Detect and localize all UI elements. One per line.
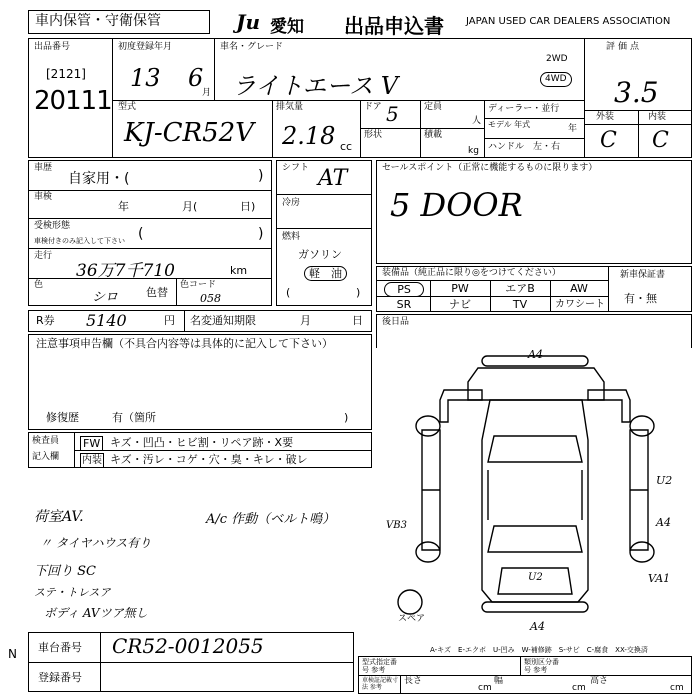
door-value: 5	[386, 102, 399, 126]
height-unit: cm	[670, 683, 684, 693]
first-registration-label: 初度登録年月	[118, 42, 173, 52]
color-label: 色	[34, 280, 44, 290]
equip-navi: ナビ	[449, 298, 471, 311]
car-name-grade: ライトエース V	[232, 72, 399, 100]
fuel-diesel: 軽 油	[304, 266, 347, 281]
history-value: 自家用・(	[68, 171, 130, 187]
shape-label: 形状	[364, 130, 383, 140]
history-block	[28, 160, 272, 306]
repair-history-value: 有（箇所	[112, 411, 156, 424]
interior-inspection-items: キズ・汚レ・コゲ・穴・臭・キレ・破レ	[110, 453, 308, 466]
equip-aw: AW	[570, 282, 588, 295]
recycle-value: 5140	[86, 311, 127, 330]
exterior-label: 外装	[596, 112, 615, 122]
remark-line-4: ステ・トレスア	[34, 586, 111, 599]
equip-pw: PW	[451, 282, 469, 295]
document-title: 出品申込書	[344, 14, 444, 38]
recycle-label: R券	[36, 314, 55, 327]
length-unit: cm	[478, 683, 492, 693]
damage-label-u2-right: U2	[656, 474, 673, 487]
shift-value: AT	[318, 166, 348, 191]
inspection-day: 日)	[240, 200, 256, 213]
interior-value: C	[652, 128, 669, 153]
selling-point-label: セールスポイント（正常に機能するものに限ります）	[382, 163, 598, 173]
interior-inspection-label: 内装	[82, 455, 102, 466]
interior-label: 内装	[648, 112, 667, 122]
spec-number-label: 型式指定番号 参考	[362, 658, 397, 674]
capacity-label: 定員	[424, 102, 443, 112]
recycle-unit: 円	[164, 314, 175, 327]
first-registration-year: 13	[130, 64, 161, 92]
registration-number-label: 登録番号	[38, 671, 82, 684]
model-value: KJ-CR52V	[124, 118, 254, 148]
frame-number-label: 車台番号	[38, 641, 82, 654]
side-mark: N	[8, 647, 17, 661]
equip-sr: SR	[396, 298, 412, 311]
association-name: JAPAN USED CAR DEALERS ASSOCIATION	[466, 16, 671, 27]
displacement-value: 2.18	[282, 122, 336, 150]
aircon-label: 冷房	[282, 198, 301, 208]
door-label: ドア	[364, 102, 382, 112]
warranty-label: 新車保証書	[620, 270, 666, 280]
fuel-close: )	[356, 286, 361, 299]
model-year-unit: 年	[568, 124, 578, 134]
inspection-month: 月(	[182, 200, 198, 213]
month-unit: 月	[202, 88, 212, 98]
displacement-label: 排気量	[276, 102, 304, 112]
shift-label: シフト	[282, 163, 310, 173]
mileage-label: 走行	[34, 251, 53, 261]
dealer-label: ディーラー・並行	[488, 104, 560, 114]
model-label: 型式	[118, 102, 137, 112]
equip-airbag: エアB	[505, 282, 535, 295]
grade-value: 3.5	[614, 76, 659, 109]
name-change-label: 名変通知期限	[190, 314, 256, 327]
load-label: 積載	[424, 130, 443, 140]
inspection-year: 年	[118, 200, 129, 213]
equip-leather-seat: カワシート	[555, 299, 605, 310]
remark-line-2: 〃 タイヤハウス有り	[40, 536, 152, 550]
damage-legend: A-キズ E-エクボ U-凹み W-補修跡 S-サビ C-腐食 XX-交換済	[430, 646, 648, 654]
warranty-value: 有・無	[624, 292, 657, 305]
damage-label-vb3-left: VB3	[386, 520, 407, 531]
receive-form-open: (	[138, 226, 144, 242]
remark-line-3: 下回り SC	[34, 564, 96, 579]
receive-form-label: 受検形態	[34, 221, 71, 231]
length-label: 長さ	[404, 676, 423, 686]
repair-history-close: )	[344, 411, 349, 424]
lot-number-label: 出品番号	[34, 42, 71, 52]
drive-4wd-circled: 4WD	[540, 72, 572, 87]
fuel-open: (	[286, 286, 291, 299]
model-year-label: モデル 年式	[488, 120, 531, 129]
receive-form-close: )	[258, 226, 264, 242]
color-value: シロ	[92, 290, 119, 305]
height-label: 高さ	[590, 676, 609, 686]
color-code-label: 色コード	[180, 280, 217, 290]
drive-2wd: 2WD	[546, 54, 568, 64]
first-registration-month: 6	[188, 64, 204, 92]
handle-label: ハンドル 左・右	[488, 142, 561, 152]
fuel-label: 燃料	[282, 232, 301, 242]
ju-logo: Ju	[236, 10, 261, 34]
car-name-label: 車名・グレード	[220, 42, 284, 52]
history-close: )	[258, 168, 264, 184]
damage-label-a4-right: A4	[656, 516, 671, 529]
equip-ps: PS	[384, 282, 424, 297]
after-items-label: 後日品	[382, 317, 410, 327]
notes-label: 注意事項申告欄（不具合内容等は具体的に記入して下さい）	[36, 337, 333, 350]
grade-label: 評価点	[606, 42, 643, 52]
damage-label-a4-bottom: A4	[530, 620, 545, 633]
selling-point-value: 5 DOOR	[390, 186, 523, 224]
fw-label: FW	[80, 436, 103, 451]
frame-number-value: CR52-0012055	[112, 634, 264, 658]
damage-label-va1-right: VA1	[648, 572, 671, 585]
mileage-value: 36万7千710	[76, 261, 175, 281]
name-change-day: 日	[352, 314, 363, 327]
mileage-unit: km	[230, 264, 248, 277]
displacement-unit: cc	[340, 140, 353, 153]
class-number-label: 類別区分番号 参考	[524, 658, 559, 674]
equipment-label: 装備品（純正品に限り◎をつけてください）	[382, 268, 561, 278]
receive-form-sub: 車検付きのみ記入して下さい	[34, 237, 125, 245]
storage-badge: 車内保管・守衛保管	[28, 10, 210, 34]
color-code-value: 058	[200, 292, 221, 305]
fw-items: キズ・凹凸・ヒビ割・リペア跡・X要	[110, 436, 294, 449]
history-label: 車歴	[34, 163, 53, 173]
name-change-month: 月	[300, 314, 311, 327]
color-change-label: 色替	[146, 286, 168, 299]
repair-history-label: 修復歴	[46, 411, 79, 424]
remark-line-1: 荷室AV.	[34, 509, 84, 525]
org-name: 愛知	[270, 17, 304, 37]
exterior-value: C	[600, 128, 617, 153]
spare-tire-label: スペア	[398, 614, 426, 624]
remark-line-1b: A/c 作動（ベルト鳴）	[206, 512, 336, 527]
lot-number: 20111	[34, 86, 112, 116]
damage-label-a4-top: A4	[528, 348, 543, 361]
entry-label: 記入欄	[32, 452, 60, 462]
load-unit: kg	[468, 146, 479, 156]
width-unit: cm	[572, 683, 586, 693]
lot-sub-number: [2121]	[46, 67, 86, 81]
dimension-label: 車検証記載寸法 参考	[362, 677, 399, 691]
width-label: 幅	[494, 676, 504, 686]
car-damage-diagram	[378, 340, 692, 640]
equip-tv: TV	[512, 298, 528, 311]
fuel-gasoline: ガソリン	[298, 248, 342, 261]
damage-label-u2-rear: U2	[528, 572, 543, 583]
inspector-label: 検査員	[32, 436, 60, 446]
inspection-label: 車検	[34, 192, 53, 202]
remark-line-5: ボディ AVツア無し	[44, 606, 148, 620]
capacity-unit: 人	[472, 116, 482, 126]
